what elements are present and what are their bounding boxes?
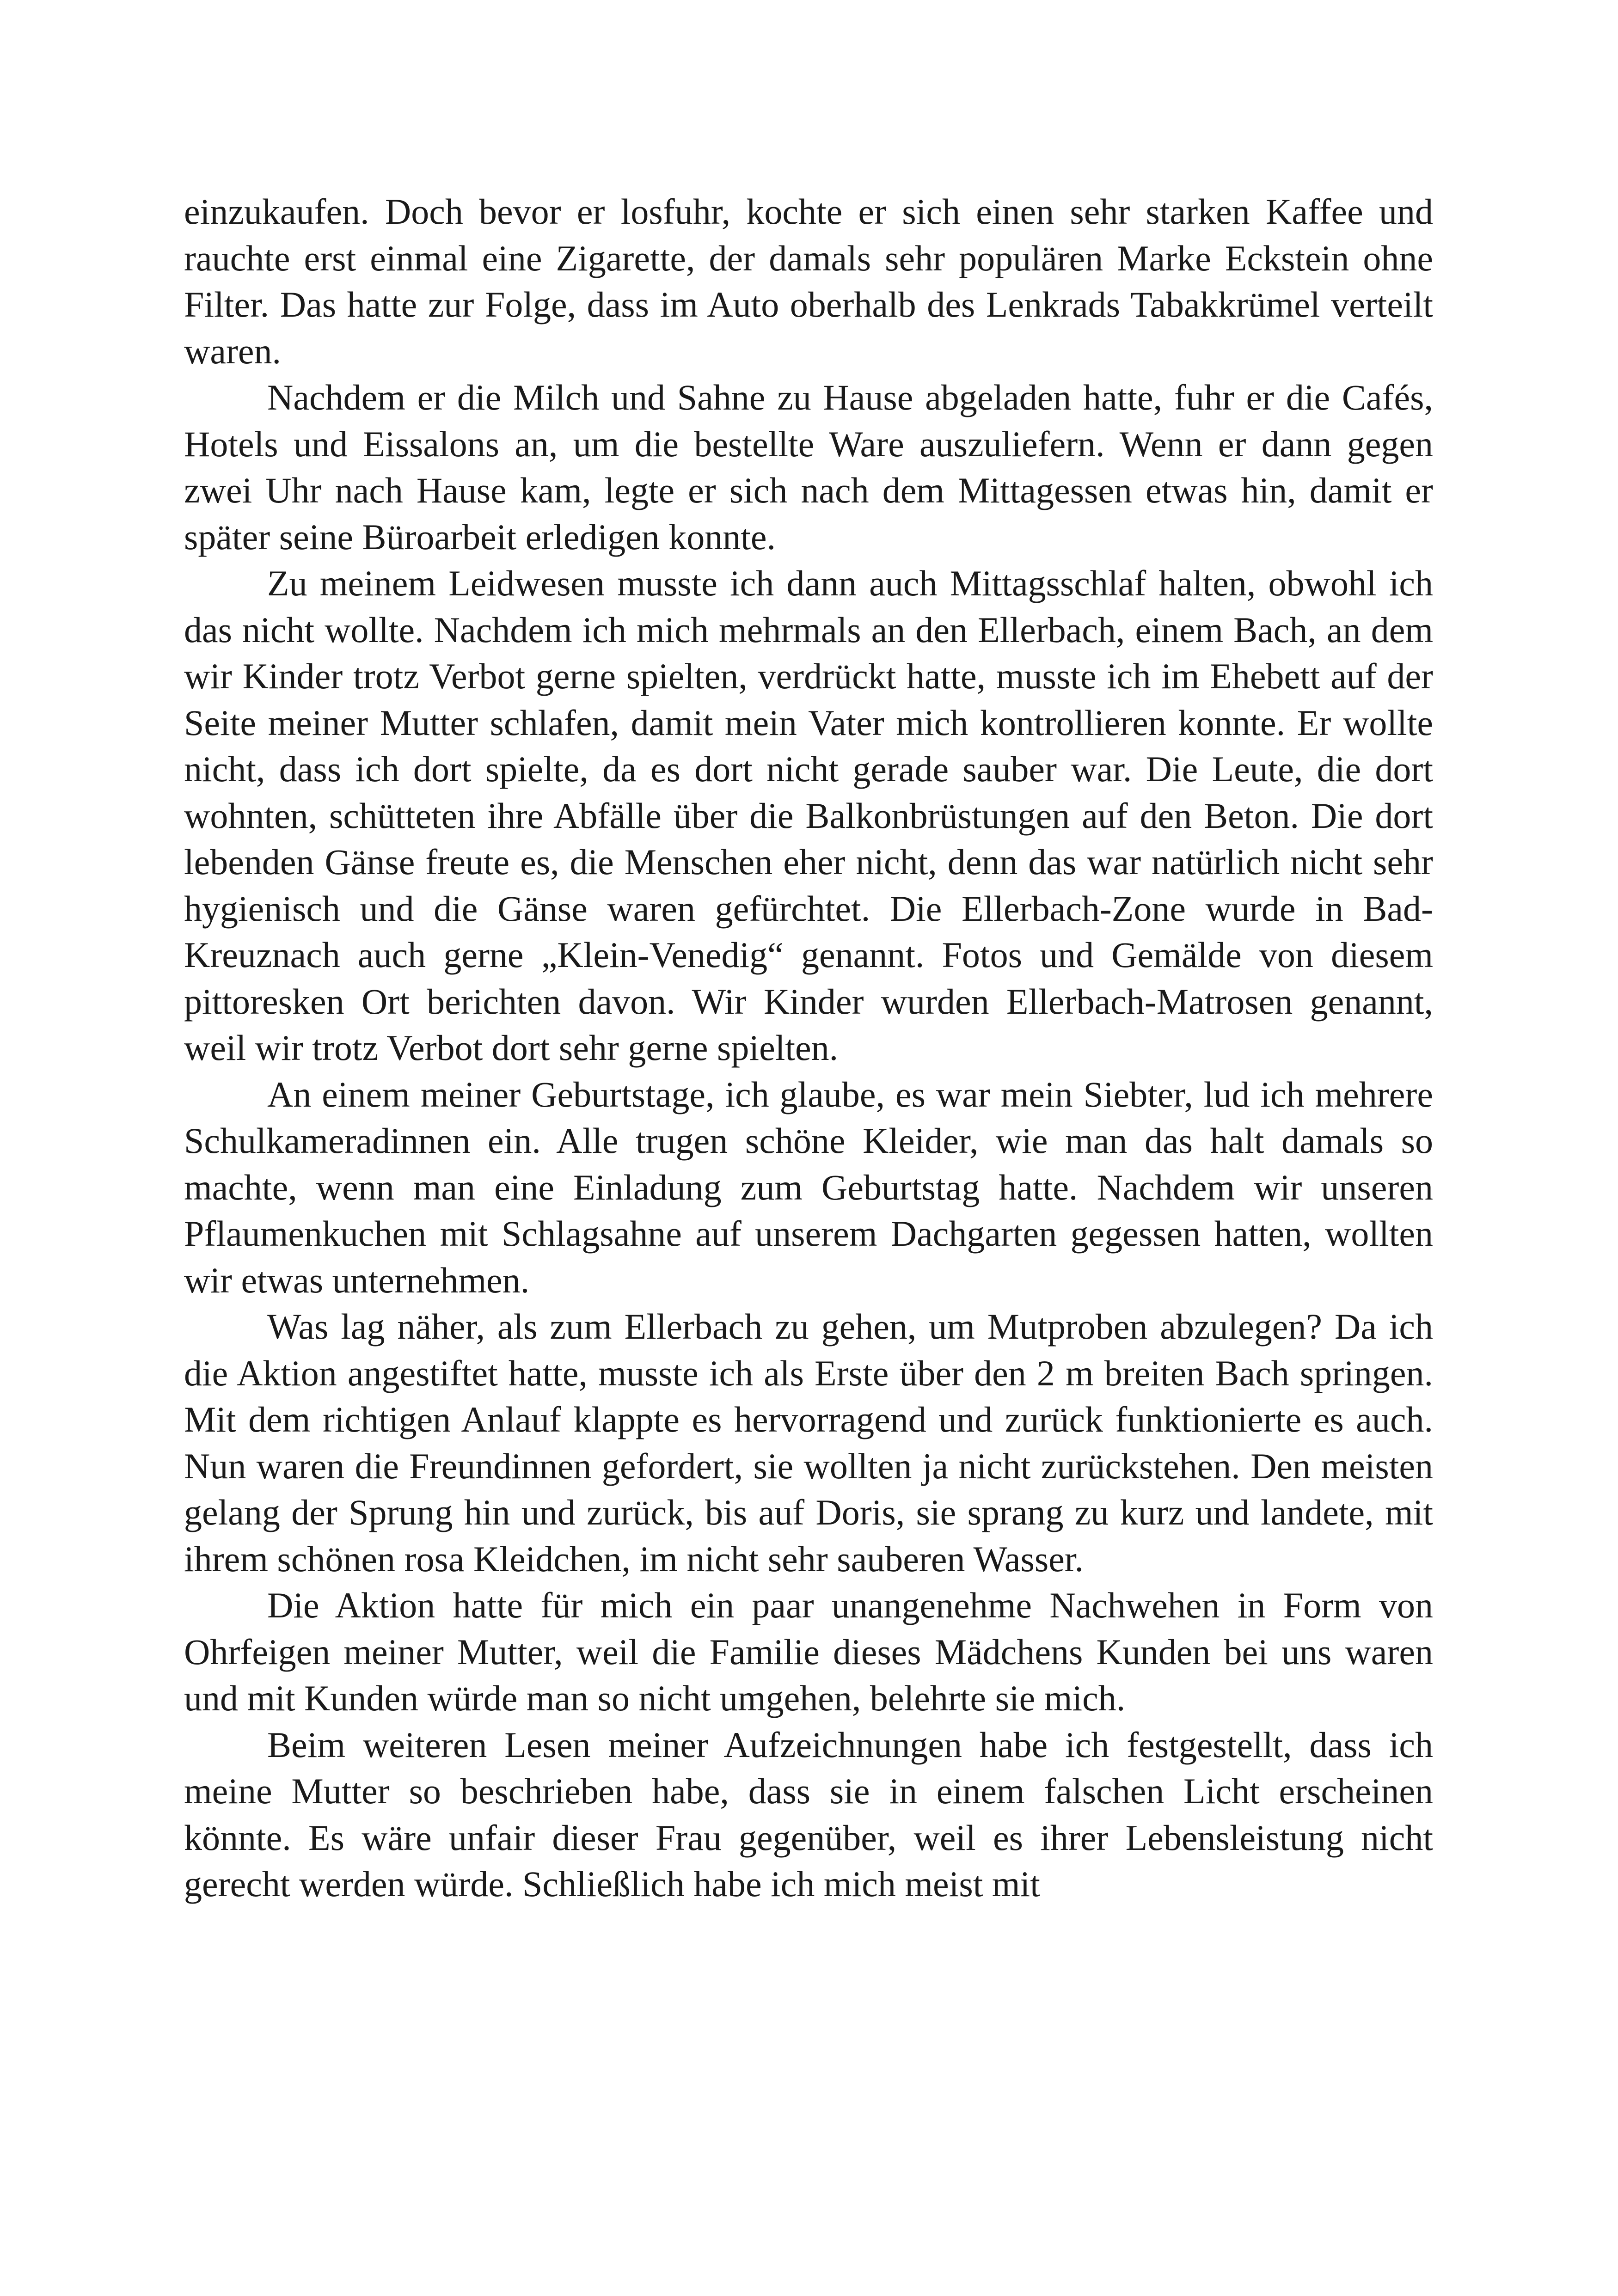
paragraph-3: Zu meinem Leidwesen musste ich dann auch Mittagsschlaf halten, obwohl ich das nicht wollte. Nachdem ich mich mehrmals an den Ellerbach, einem Bach, an dem wir Kinder trotz Verbot gerne spielten, verdrückt hatte, musste ich im Ehebett auf der Seite meiner Mutter schlafen, damit mein Vater mich kontrollieren konnte. Er wollte nicht, dass ich dort spielte, da es dort nicht gerade sauber war. Die Leute, die dort wohnten, schütteten ihre Abfälle über die Balkonbrüstungen auf den Beton. Die dort lebenden Gänse freute es, die Menschen eher nicht, denn das war natürlich nicht sehr hygienisch und die Gänse waren gefürchtet. Die Ellerbach-Zone wurde in Bad-Kreuznach auch gerne „Klein-Venedig“ genannt. Fotos und Gemälde von diesem pittoresken Ort berichten davon. Wir Kinder wurden Ellerbach-Matrosen genannt, weil wir trotz Verbot dort sehr gerne spielten. xyxy=(184,563,1433,1068)
paragraph-1: einzukaufen. Doch bevor er losfuhr, kochte er sich einen sehr starken Kaffee und rauchte erst einmal eine Zigarette, der damals sehr populären Marke Eckstein ohne Filter. Das hatte zur Folge, dass im Auto oberhalb des Lenkrads Tabakkrümel verteilt waren. xyxy=(184,191,1433,371)
body-text xyxy=(184,189,1433,1908)
paragraph-6: Die Aktion hatte für mich ein paar unangenehme Nachwehen in Form von Ohrfeigen meiner Mutter, weil die Familie dieses Mädchens Kunden bei uns waren und mit Kunden würde man so nicht umgehen, belehrte sie mich. xyxy=(184,1585,1433,1718)
paragraph-5: Was lag näher, als zum Ellerbach zu gehen, um Mutproben abzulegen? Da ich die Aktion angestiftet hatte, musste ich als Erste über den 2 m breiten Bach springen. Mit dem richtigen Anlauf klappte es hervorragend und zurück funktionierte es auch. Nun waren die Freundinnen gefordert, sie wollten ja nicht zurückstehen. Den meisten gelang der Sprung hin und zurück, bis auf Doris, sie sprang zu kurz und landete, mit ihrem schönen rosa Kleidchen, im nicht sehr sauberen Wasser. xyxy=(184,1306,1433,1579)
paragraph-7: Beim weiteren Lesen meiner Aufzeichnungen habe ich festgestellt, dass ich meine Mutter so beschrieben habe, dass sie in einem falschen Licht erscheinen könnte. Es wäre unfair dieser Frau gegenüber, weil es ihrer Lebensleistung nicht gerecht werden würde. Schließlich habe ich mich meist mit xyxy=(184,1724,1433,1904)
paragraph-2: Nachdem er die Milch und Sahne zu Hause abgeladen hatte, fuhr er die Cafés, Hotels und Eissalons an, um die bestellte Ware auszuliefern. Wenn er dann gegen zwei Uhr nach Hause kam, legte er sich nach dem Mittagessen etwas hin, damit er später seine Büroarbeit erledigen konnte. xyxy=(184,377,1433,557)
paragraph-4: An einem meiner Geburtstage, ich glaube, es war mein Siebter, lud ich mehrere Schulkameradinnen ein. Alle trugen schöne Kleider, wie man das halt damals so machte, wenn man eine Einladung zum Geburtstag hatte. Nachdem wir unseren Pflaumenkuchen mit Schlagsahne auf unserem Dachgarten gegessen hatten, wollten wir etwas unternehmen. xyxy=(184,1074,1433,1300)
